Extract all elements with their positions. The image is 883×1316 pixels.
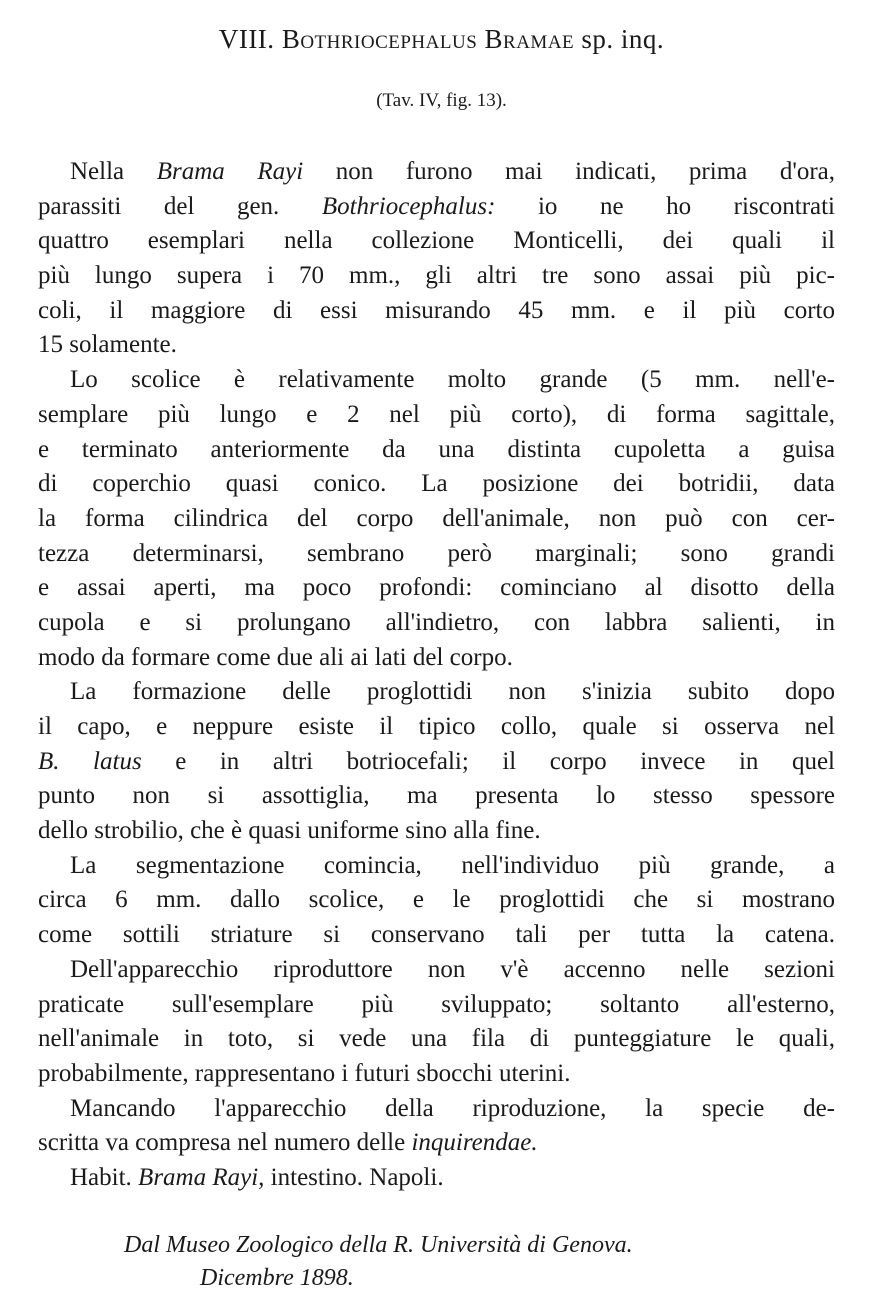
species-name: Bothriocephalus Bramae [281, 24, 575, 54]
body-text [38, 155, 835, 1196]
text-segment: più lungo supera i 70 mm., gli altri tre sono assai più pic- [38, 262, 835, 290]
text-line [38, 467, 835, 502]
text-line [38, 1092, 835, 1127]
text-line [38, 363, 835, 398]
text-segment: praticate sull'esemplare più sviluppato; soltanto all'esterno, [38, 990, 835, 1018]
italic-text: Bothriocephalus: [321, 192, 496, 220]
text-line [38, 294, 835, 329]
text-line [38, 814, 835, 849]
footer-institution: Dal Museo Zoologico della R. Università di Genova. [124, 1232, 633, 1258]
italic-text: B. latus [38, 747, 142, 775]
text-line [38, 675, 835, 710]
text-line [38, 1126, 835, 1161]
text-line [38, 641, 835, 676]
text-segment: punto non si assottiglia, ma presenta lo stesso spessore [38, 782, 835, 810]
text-line [38, 1057, 835, 1092]
text-segment: intestino. Napoli. [264, 1163, 444, 1191]
text-segment: parassiti del gen. [38, 192, 322, 220]
text-segment: tezza determinarsi, sembrano però marginali; sono grandi [38, 539, 835, 567]
text-line [38, 953, 835, 988]
text-line [38, 224, 835, 259]
text-line [38, 918, 835, 953]
text-segment: Nella [70, 158, 157, 185]
text-segment: il capo, e neppure esiste il tipico collo, quale si osserva nel [38, 713, 835, 740]
species-suffix: sp. inq. [581, 24, 665, 54]
text-segment: Lo scolice è relativamente molto grande (5 mm. nell'e- [70, 366, 835, 394]
footer-date: Dicembre 1898. [200, 1265, 354, 1291]
italic-text: Brama Rayi, [138, 1163, 265, 1191]
text-segment: La segmentazione comincia, nell'individuo più grande, a [70, 851, 835, 879]
text-segment: La formazione delle proglottidi non s'inizia subito dopo [70, 678, 835, 706]
text-segment: quattro esemplari nella collezione Monticelli, dei quali il [38, 227, 835, 255]
text-line [38, 1161, 835, 1196]
text-segment: 15 solamente. [38, 331, 177, 359]
text-line [38, 502, 835, 537]
text-line [38, 190, 835, 225]
text-segment: nell'animale in toto, si vede una fila di punteggiature le quali, [38, 1025, 835, 1053]
text-segment: dello strobilio, che è quasi uniforme sino alla fine. [38, 817, 541, 845]
text-segment: Habit. [70, 1163, 139, 1191]
text-line [38, 710, 835, 745]
italic-text: Brama Rayi [156, 158, 304, 185]
text-line [38, 398, 835, 433]
text-line [38, 259, 835, 294]
text-segment: circa 6 mm. dallo scolice, e le proglottidi che si mostrano [38, 886, 835, 914]
section-numeral: VIII. [218, 24, 275, 54]
text-segment: di coperchio quasi conico. La posizione dei botridii, data [38, 470, 835, 498]
text-segment: non furono mai indicati, prima d'ora, [303, 158, 835, 185]
text-segment: Mancando l'apparecchio della riproduzione, la specie de- [70, 1094, 835, 1122]
text-line [38, 1022, 835, 1057]
text-line [38, 745, 835, 780]
text-segment: e terminato anteriormente da una distinta cupoletta a guisa [38, 435, 835, 463]
text-segment: come sottili striature si conservano tali per tutta la catena. [38, 921, 835, 949]
plate-reference: (Tav. IV, fig. 13). [376, 90, 507, 111]
text-line [38, 606, 835, 641]
text-segment: modo da formare come due ali ai lati del corpo. [38, 643, 513, 671]
text-segment: Dell'apparecchio riproduttore non v'è accenno nelle sezioni [70, 955, 835, 983]
text-segment: scritta va compresa nel numero delle [38, 1129, 412, 1157]
section-title [0, 24, 883, 55]
text-line [38, 155, 835, 190]
text-segment: e assai aperti, ma poco profondi: cominciano al disotto della [38, 574, 835, 602]
text-line [38, 328, 835, 363]
text-line [38, 779, 835, 814]
text-line [38, 433, 835, 468]
text-segment: coli, il maggiore di essi misurando 45 mm. e il più corto [38, 296, 835, 324]
text-line [38, 988, 835, 1023]
text-line [38, 537, 835, 572]
text-segment: e in altri botriocefali; il corpo invece in quel [141, 747, 835, 775]
text-line [38, 571, 835, 606]
text-segment: probabilmente, rappresentano i futuri sbocchi uterini. [38, 1059, 571, 1087]
text-line [38, 883, 835, 918]
text-segment: la forma cilindrica del corpo dell'animale, non può con cer- [38, 504, 835, 532]
text-segment: cupola e si prolungano all'indietro, con labbra salienti, in [38, 608, 835, 636]
italic-text: inquirendae. [411, 1129, 538, 1157]
text-line [38, 849, 835, 884]
text-segment: semplare più lungo e 2 nel più corto), di forma sagittale, [38, 400, 835, 428]
text-segment: io ne ho riscontrati [495, 192, 836, 220]
